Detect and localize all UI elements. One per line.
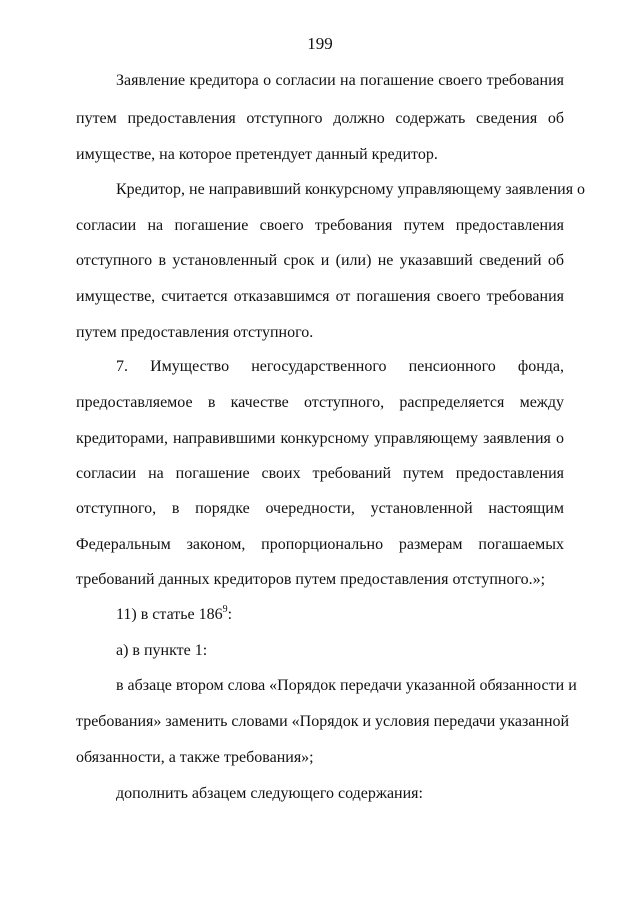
text-line: а) в пункте 1: bbox=[116, 642, 208, 659]
text-line: дополнить абзацем следующего содержания: bbox=[116, 785, 423, 802]
text-line: в абзаце втором слова «Порядок передачи указанной обязанности и bbox=[116, 677, 577, 694]
text-line: отступного в установленный срок и (или) не указавший сведений об bbox=[76, 252, 564, 269]
text-line: требования» заменить словами «Порядок и условия передачи указанной bbox=[76, 713, 570, 730]
text-line: согласии на погашение своих требований путем предоставления bbox=[76, 465, 564, 482]
text-line: Заявление кредитора о согласии на погашение своего требования bbox=[116, 72, 564, 89]
text-line: согласии на погашение своего требования путем предоставления bbox=[76, 217, 564, 234]
article-superscript: 9 bbox=[222, 603, 228, 615]
page-number: 199 bbox=[307, 34, 333, 53]
article-colon: : bbox=[227, 606, 233, 623]
text-line: 7. Имущество негосударственного пенсионного фонда, bbox=[116, 358, 564, 375]
article-text: 11) в статье 186 bbox=[116, 606, 223, 623]
text-line: кредиторами, направившими конкурсному управляющему заявления о bbox=[76, 430, 564, 447]
text-line: путем предоставления отступного должно содержать сведения об bbox=[76, 110, 564, 127]
text-line: имуществе, считается отказавшимся от погашения своего требования bbox=[76, 288, 564, 305]
text-line: отступного, в порядке очередности, установленной настоящим bbox=[76, 500, 564, 517]
text-line: предоставляемое в качестве отступного, распределяется между bbox=[76, 394, 564, 411]
text-line: путем предоставления отступного. bbox=[76, 324, 314, 341]
text-line: имуществе, на которое претендует данный кредитор. bbox=[76, 146, 438, 163]
text-line: Кредитор, не направивший конкурсному управляющему заявления о bbox=[116, 181, 586, 198]
text-line: требований данных кредиторов путем предоставления отступного.»; bbox=[76, 571, 546, 588]
text-line: обязанности, а также требования»; bbox=[76, 749, 314, 766]
text-line-article bbox=[116, 605, 564, 625]
text-line: Федеральным законом, пропорционально размерам погашаемых bbox=[76, 536, 564, 553]
